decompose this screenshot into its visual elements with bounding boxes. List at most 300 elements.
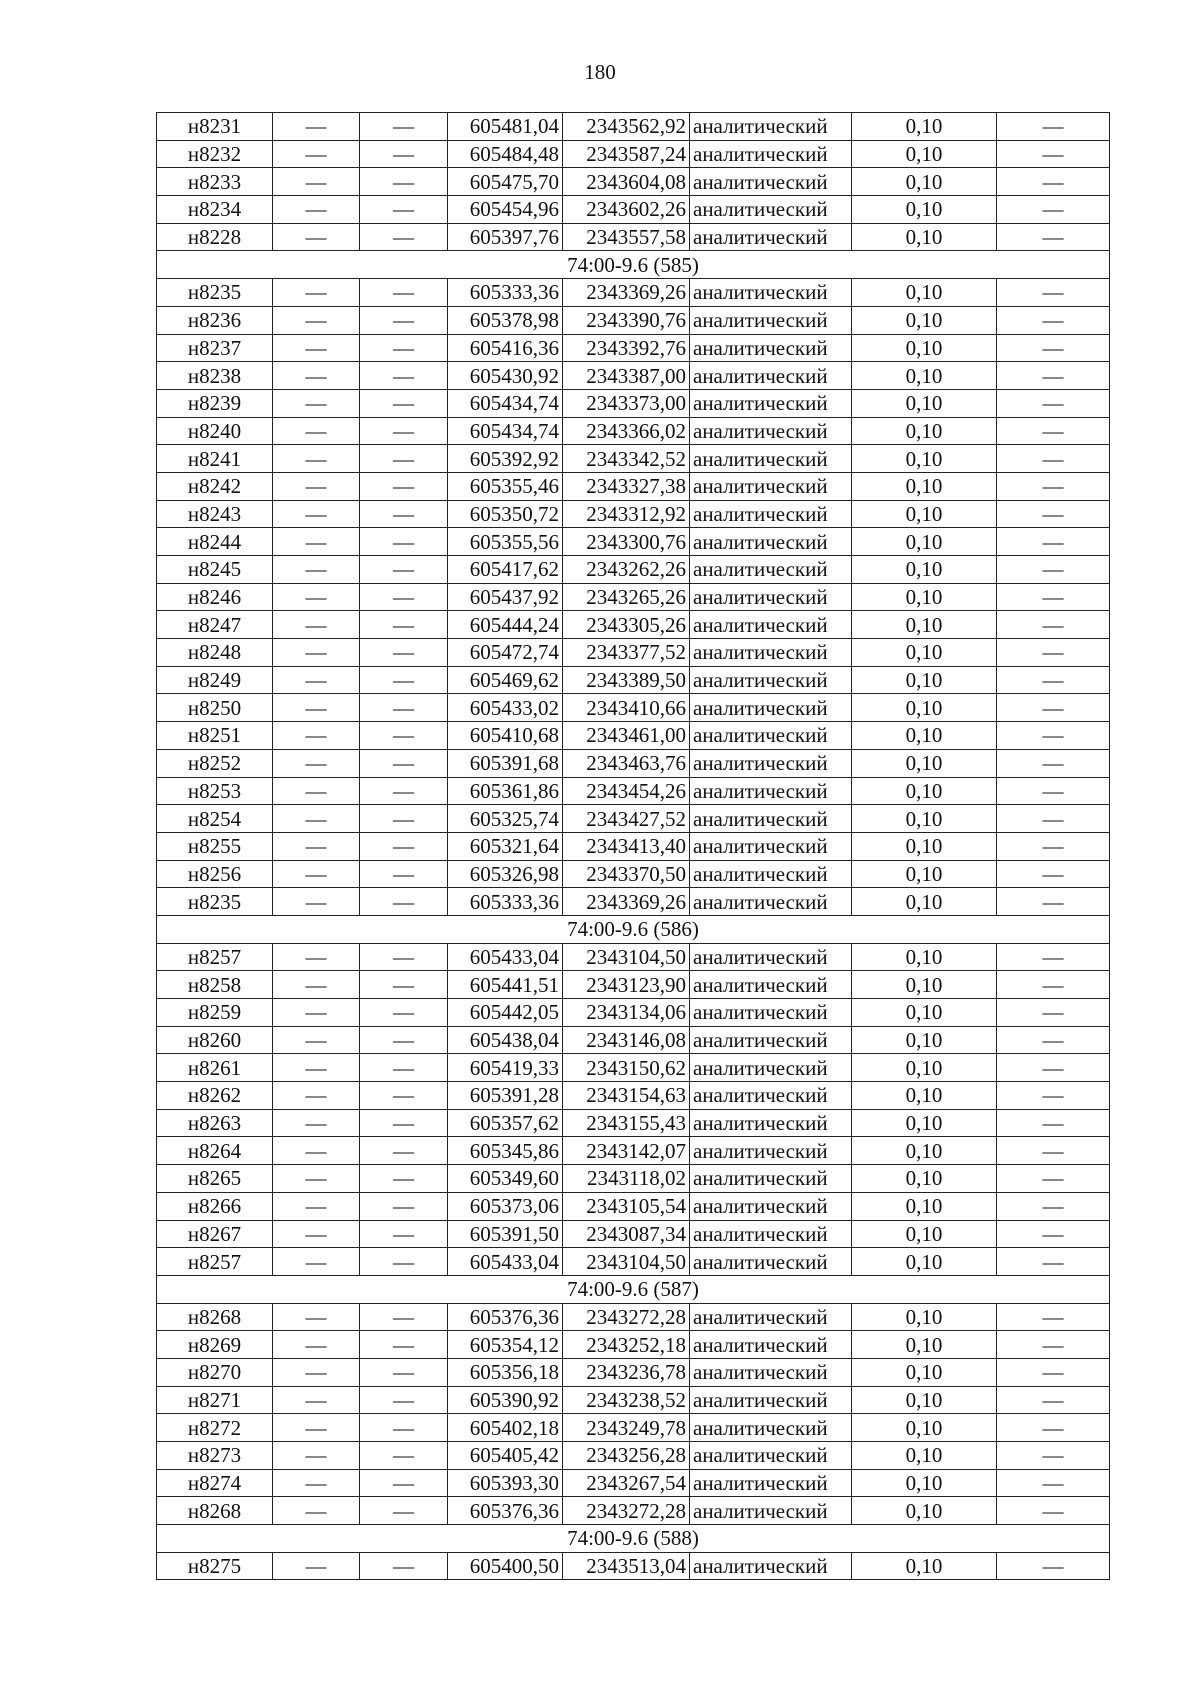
point-id-cell: н8263 bbox=[157, 1109, 273, 1137]
empty-x-cell: — bbox=[273, 943, 360, 971]
method-cell: аналитический bbox=[690, 1303, 852, 1331]
empty-x-cell: — bbox=[273, 1497, 360, 1525]
table-row bbox=[157, 860, 1110, 888]
y-coordinate-cell: 2343118,02 bbox=[563, 1165, 690, 1193]
point-id-cell: н8256 bbox=[157, 860, 273, 888]
x-coordinate-cell: 605417,62 bbox=[448, 556, 563, 584]
table-row bbox=[157, 943, 1110, 971]
empty-x-cell: — bbox=[273, 1469, 360, 1497]
method-cell: аналитический bbox=[690, 1469, 852, 1497]
empty-x-cell: — bbox=[273, 888, 360, 916]
y-coordinate-cell: 2343427,52 bbox=[563, 805, 690, 833]
point-id-cell: н8228 bbox=[157, 223, 273, 251]
x-coordinate-cell: 605391,28 bbox=[448, 1082, 563, 1110]
precision-cell: 0,10 bbox=[852, 888, 997, 916]
y-coordinate-cell: 2343390,76 bbox=[563, 306, 690, 334]
point-id-cell: н8254 bbox=[157, 805, 273, 833]
precision-cell: 0,10 bbox=[852, 168, 997, 196]
y-coordinate-cell: 2343562,92 bbox=[563, 113, 690, 141]
point-id-cell: н8235 bbox=[157, 279, 273, 307]
empty-y-cell: — bbox=[360, 1303, 448, 1331]
method-cell: аналитический bbox=[690, 943, 852, 971]
y-coordinate-cell: 2343327,38 bbox=[563, 472, 690, 500]
point-id-cell: н8240 bbox=[157, 417, 273, 445]
description-cell: — bbox=[997, 722, 1110, 750]
description-cell: — bbox=[997, 1497, 1110, 1525]
description-cell: — bbox=[997, 832, 1110, 860]
empty-x-cell: — bbox=[273, 694, 360, 722]
x-coordinate-cell: 605391,68 bbox=[448, 749, 563, 777]
y-coordinate-cell: 2343392,76 bbox=[563, 334, 690, 362]
description-cell: — bbox=[997, 1414, 1110, 1442]
empty-y-cell: — bbox=[360, 666, 448, 694]
method-cell: аналитический bbox=[690, 1552, 852, 1580]
method-cell: аналитический bbox=[690, 1192, 852, 1220]
x-coordinate-cell: 605484,48 bbox=[448, 140, 563, 168]
x-coordinate-cell: 605410,68 bbox=[448, 722, 563, 750]
precision-cell: 0,10 bbox=[852, 860, 997, 888]
y-coordinate-cell: 2343142,07 bbox=[563, 1137, 690, 1165]
point-id-cell: н8241 bbox=[157, 445, 273, 473]
method-cell: аналитический bbox=[690, 1054, 852, 1082]
x-coordinate-cell: 605475,70 bbox=[448, 168, 563, 196]
y-coordinate-cell: 2343370,50 bbox=[563, 860, 690, 888]
table-row bbox=[157, 1137, 1110, 1165]
table-row bbox=[157, 1442, 1110, 1470]
description-cell: — bbox=[997, 168, 1110, 196]
empty-x-cell: — bbox=[273, 832, 360, 860]
method-cell: аналитический bbox=[690, 639, 852, 667]
section-row bbox=[157, 915, 1110, 943]
precision-cell: 0,10 bbox=[852, 1552, 997, 1580]
method-cell: аналитический bbox=[690, 389, 852, 417]
description-cell: — bbox=[997, 860, 1110, 888]
precision-cell: 0,10 bbox=[852, 223, 997, 251]
method-cell: аналитический bbox=[690, 196, 852, 224]
method-cell: аналитический bbox=[690, 749, 852, 777]
point-id-cell: н8247 bbox=[157, 611, 273, 639]
method-cell: аналитический bbox=[690, 472, 852, 500]
method-cell: аналитический bbox=[690, 140, 852, 168]
y-coordinate-cell: 2343454,26 bbox=[563, 777, 690, 805]
table-row bbox=[157, 1165, 1110, 1193]
empty-x-cell: — bbox=[273, 1082, 360, 1110]
method-cell: аналитический bbox=[690, 1026, 852, 1054]
method-cell: аналитический bbox=[690, 223, 852, 251]
empty-y-cell: — bbox=[360, 362, 448, 390]
table-row bbox=[157, 999, 1110, 1027]
y-coordinate-cell: 2343150,62 bbox=[563, 1054, 690, 1082]
empty-y-cell: — bbox=[360, 749, 448, 777]
method-cell: аналитический bbox=[690, 1082, 852, 1110]
empty-x-cell: — bbox=[273, 500, 360, 528]
y-coordinate-cell: 2343134,06 bbox=[563, 999, 690, 1027]
precision-cell: 0,10 bbox=[852, 666, 997, 694]
y-coordinate-cell: 2343463,76 bbox=[563, 749, 690, 777]
empty-x-cell: — bbox=[273, 362, 360, 390]
y-coordinate-cell: 2343154,63 bbox=[563, 1082, 690, 1110]
y-coordinate-cell: 2343256,28 bbox=[563, 1442, 690, 1470]
precision-cell: 0,10 bbox=[852, 1358, 997, 1386]
empty-x-cell: — bbox=[273, 306, 360, 334]
point-id-cell: н8257 bbox=[157, 943, 273, 971]
empty-y-cell: — bbox=[360, 777, 448, 805]
y-coordinate-cell: 2343587,24 bbox=[563, 140, 690, 168]
precision-cell: 0,10 bbox=[852, 832, 997, 860]
method-cell: аналитический bbox=[690, 694, 852, 722]
empty-y-cell: — bbox=[360, 556, 448, 584]
method-cell: аналитический bbox=[690, 722, 852, 750]
method-cell: аналитический bbox=[690, 777, 852, 805]
empty-y-cell: — bbox=[360, 334, 448, 362]
y-coordinate-cell: 2343373,00 bbox=[563, 389, 690, 417]
y-coordinate-cell: 2343410,66 bbox=[563, 694, 690, 722]
x-coordinate-cell: 605390,92 bbox=[448, 1386, 563, 1414]
point-id-cell: н8267 bbox=[157, 1220, 273, 1248]
section-label: 74:00-9.6 (587) bbox=[157, 1275, 1110, 1303]
empty-y-cell: — bbox=[360, 1165, 448, 1193]
empty-x-cell: — bbox=[273, 113, 360, 141]
empty-x-cell: — bbox=[273, 722, 360, 750]
method-cell: аналитический bbox=[690, 556, 852, 584]
empty-y-cell: — bbox=[360, 1192, 448, 1220]
y-coordinate-cell: 2343087,34 bbox=[563, 1220, 690, 1248]
method-cell: аналитический bbox=[690, 1220, 852, 1248]
empty-y-cell: — bbox=[360, 389, 448, 417]
precision-cell: 0,10 bbox=[852, 1469, 997, 1497]
table-row bbox=[157, 334, 1110, 362]
table-row bbox=[157, 472, 1110, 500]
x-coordinate-cell: 605434,74 bbox=[448, 417, 563, 445]
empty-y-cell: — bbox=[360, 1358, 448, 1386]
description-cell: — bbox=[997, 1303, 1110, 1331]
empty-y-cell: — bbox=[360, 611, 448, 639]
y-coordinate-cell: 2343146,08 bbox=[563, 1026, 690, 1054]
x-coordinate-cell: 605442,05 bbox=[448, 999, 563, 1027]
method-cell: аналитический bbox=[690, 999, 852, 1027]
method-cell: аналитический bbox=[690, 528, 852, 556]
empty-y-cell: — bbox=[360, 1220, 448, 1248]
point-id-cell: н8231 bbox=[157, 113, 273, 141]
empty-y-cell: — bbox=[360, 943, 448, 971]
point-id-cell: н8246 bbox=[157, 583, 273, 611]
y-coordinate-cell: 2343272,28 bbox=[563, 1497, 690, 1525]
description-cell: — bbox=[997, 1331, 1110, 1359]
method-cell: аналитический bbox=[690, 334, 852, 362]
empty-x-cell: — bbox=[273, 196, 360, 224]
empty-y-cell: — bbox=[360, 1137, 448, 1165]
table-row bbox=[157, 196, 1110, 224]
empty-y-cell: — bbox=[360, 113, 448, 141]
empty-x-cell: — bbox=[273, 1414, 360, 1442]
x-coordinate-cell: 605433,04 bbox=[448, 1248, 563, 1276]
description-cell: — bbox=[997, 362, 1110, 390]
x-coordinate-cell: 605454,96 bbox=[448, 196, 563, 224]
x-coordinate-cell: 605402,18 bbox=[448, 1414, 563, 1442]
precision-cell: 0,10 bbox=[852, 1026, 997, 1054]
point-id-cell: н8270 bbox=[157, 1358, 273, 1386]
point-id-cell: н8244 bbox=[157, 528, 273, 556]
x-coordinate-cell: 605434,74 bbox=[448, 389, 563, 417]
x-coordinate-cell: 605469,62 bbox=[448, 666, 563, 694]
description-cell: — bbox=[997, 1358, 1110, 1386]
empty-x-cell: — bbox=[273, 611, 360, 639]
empty-y-cell: — bbox=[360, 971, 448, 999]
x-coordinate-cell: 605355,46 bbox=[448, 472, 563, 500]
point-id-cell: н8258 bbox=[157, 971, 273, 999]
description-cell: — bbox=[997, 1109, 1110, 1137]
empty-y-cell: — bbox=[360, 1026, 448, 1054]
x-coordinate-cell: 605354,12 bbox=[448, 1331, 563, 1359]
table-row bbox=[157, 168, 1110, 196]
description-cell: — bbox=[997, 528, 1110, 556]
method-cell: аналитический bbox=[690, 1331, 852, 1359]
point-id-cell: н8242 bbox=[157, 472, 273, 500]
x-coordinate-cell: 605472,74 bbox=[448, 639, 563, 667]
table-row bbox=[157, 583, 1110, 611]
x-coordinate-cell: 605393,30 bbox=[448, 1469, 563, 1497]
y-coordinate-cell: 2343369,26 bbox=[563, 888, 690, 916]
y-coordinate-cell: 2343369,26 bbox=[563, 279, 690, 307]
point-id-cell: н8250 bbox=[157, 694, 273, 722]
precision-cell: 0,10 bbox=[852, 556, 997, 584]
empty-y-cell: — bbox=[360, 999, 448, 1027]
point-id-cell: н8237 bbox=[157, 334, 273, 362]
method-cell: аналитический bbox=[690, 306, 852, 334]
empty-x-cell: — bbox=[273, 1220, 360, 1248]
x-coordinate-cell: 605441,51 bbox=[448, 971, 563, 999]
point-id-cell: н8245 bbox=[157, 556, 273, 584]
empty-y-cell: — bbox=[360, 168, 448, 196]
description-cell: — bbox=[997, 888, 1110, 916]
x-coordinate-cell: 605356,18 bbox=[448, 1358, 563, 1386]
empty-x-cell: — bbox=[273, 1165, 360, 1193]
method-cell: аналитический bbox=[690, 888, 852, 916]
table-row bbox=[157, 1220, 1110, 1248]
empty-y-cell: — bbox=[360, 583, 448, 611]
x-coordinate-cell: 605373,06 bbox=[448, 1192, 563, 1220]
table-row bbox=[157, 1082, 1110, 1110]
empty-y-cell: — bbox=[360, 417, 448, 445]
coordinates-table bbox=[156, 112, 1110, 1580]
table-row bbox=[157, 639, 1110, 667]
method-cell: аналитический bbox=[690, 832, 852, 860]
precision-cell: 0,10 bbox=[852, 196, 997, 224]
method-cell: аналитический bbox=[690, 1165, 852, 1193]
empty-y-cell: — bbox=[360, 805, 448, 833]
precision-cell: 0,10 bbox=[852, 140, 997, 168]
description-cell: — bbox=[997, 583, 1110, 611]
x-coordinate-cell: 605345,86 bbox=[448, 1137, 563, 1165]
empty-x-cell: — bbox=[273, 1331, 360, 1359]
description-cell: — bbox=[997, 196, 1110, 224]
y-coordinate-cell: 2343272,28 bbox=[563, 1303, 690, 1331]
y-coordinate-cell: 2343249,78 bbox=[563, 1414, 690, 1442]
description-cell: — bbox=[997, 639, 1110, 667]
section-label: 74:00-9.6 (585) bbox=[157, 251, 1110, 279]
precision-cell: 0,10 bbox=[852, 722, 997, 750]
precision-cell: 0,10 bbox=[852, 1386, 997, 1414]
empty-x-cell: — bbox=[273, 1552, 360, 1580]
table-row bbox=[157, 888, 1110, 916]
y-coordinate-cell: 2343602,26 bbox=[563, 196, 690, 224]
x-coordinate-cell: 605481,04 bbox=[448, 113, 563, 141]
table-row bbox=[157, 1303, 1110, 1331]
empty-y-cell: — bbox=[360, 639, 448, 667]
x-coordinate-cell: 605419,33 bbox=[448, 1054, 563, 1082]
empty-y-cell: — bbox=[360, 223, 448, 251]
description-cell: — bbox=[997, 749, 1110, 777]
empty-x-cell: — bbox=[273, 556, 360, 584]
section-label: 74:00-9.6 (588) bbox=[157, 1525, 1110, 1553]
empty-y-cell: — bbox=[360, 279, 448, 307]
method-cell: аналитический bbox=[690, 1442, 852, 1470]
description-cell: — bbox=[997, 1026, 1110, 1054]
point-id-cell: н8251 bbox=[157, 722, 273, 750]
method-cell: аналитический bbox=[690, 1386, 852, 1414]
empty-x-cell: — bbox=[273, 168, 360, 196]
precision-cell: 0,10 bbox=[852, 472, 997, 500]
point-id-cell: н8257 bbox=[157, 1248, 273, 1276]
y-coordinate-cell: 2343312,92 bbox=[563, 500, 690, 528]
description-cell: — bbox=[997, 1137, 1110, 1165]
x-coordinate-cell: 605400,50 bbox=[448, 1552, 563, 1580]
description-cell: — bbox=[997, 666, 1110, 694]
y-coordinate-cell: 2343104,50 bbox=[563, 1248, 690, 1276]
empty-x-cell: — bbox=[273, 389, 360, 417]
method-cell: аналитический bbox=[690, 168, 852, 196]
empty-y-cell: — bbox=[360, 888, 448, 916]
precision-cell: 0,10 bbox=[852, 1082, 997, 1110]
y-coordinate-cell: 2343300,76 bbox=[563, 528, 690, 556]
precision-cell: 0,10 bbox=[852, 362, 997, 390]
y-coordinate-cell: 2343262,26 bbox=[563, 556, 690, 584]
empty-x-cell: — bbox=[273, 1054, 360, 1082]
empty-x-cell: — bbox=[273, 1442, 360, 1470]
table-row bbox=[157, 1054, 1110, 1082]
method-cell: аналитический bbox=[690, 971, 852, 999]
description-cell: — bbox=[997, 1192, 1110, 1220]
y-coordinate-cell: 2343604,08 bbox=[563, 168, 690, 196]
table-row bbox=[157, 417, 1110, 445]
x-coordinate-cell: 605416,36 bbox=[448, 334, 563, 362]
y-coordinate-cell: 2343387,00 bbox=[563, 362, 690, 390]
y-coordinate-cell: 2343305,26 bbox=[563, 611, 690, 639]
table-row bbox=[157, 362, 1110, 390]
section-label: 74:00-9.6 (586) bbox=[157, 915, 1110, 943]
description-cell: — bbox=[997, 417, 1110, 445]
precision-cell: 0,10 bbox=[852, 1220, 997, 1248]
y-coordinate-cell: 2343342,52 bbox=[563, 445, 690, 473]
precision-cell: 0,10 bbox=[852, 1414, 997, 1442]
x-coordinate-cell: 605349,60 bbox=[448, 1165, 563, 1193]
precision-cell: 0,10 bbox=[852, 1331, 997, 1359]
table-row bbox=[157, 722, 1110, 750]
table-row bbox=[157, 223, 1110, 251]
description-cell: — bbox=[997, 694, 1110, 722]
empty-y-cell: — bbox=[360, 1442, 448, 1470]
precision-cell: 0,10 bbox=[852, 334, 997, 362]
empty-x-cell: — bbox=[273, 1026, 360, 1054]
empty-y-cell: — bbox=[360, 306, 448, 334]
empty-x-cell: — bbox=[273, 445, 360, 473]
y-coordinate-cell: 2343123,90 bbox=[563, 971, 690, 999]
empty-y-cell: — bbox=[360, 445, 448, 473]
empty-y-cell: — bbox=[360, 1552, 448, 1580]
y-coordinate-cell: 2343461,00 bbox=[563, 722, 690, 750]
description-cell: — bbox=[997, 472, 1110, 500]
empty-y-cell: — bbox=[360, 1497, 448, 1525]
empty-y-cell: — bbox=[360, 860, 448, 888]
empty-x-cell: — bbox=[273, 472, 360, 500]
y-coordinate-cell: 2343155,43 bbox=[563, 1109, 690, 1137]
precision-cell: 0,10 bbox=[852, 1497, 997, 1525]
x-coordinate-cell: 605430,92 bbox=[448, 362, 563, 390]
method-cell: аналитический bbox=[690, 1137, 852, 1165]
x-coordinate-cell: 605376,36 bbox=[448, 1303, 563, 1331]
x-coordinate-cell: 605361,86 bbox=[448, 777, 563, 805]
point-id-cell: н8275 bbox=[157, 1552, 273, 1580]
x-coordinate-cell: 605378,98 bbox=[448, 306, 563, 334]
precision-cell: 0,10 bbox=[852, 694, 997, 722]
empty-x-cell: — bbox=[273, 971, 360, 999]
empty-y-cell: — bbox=[360, 1386, 448, 1414]
precision-cell: 0,10 bbox=[852, 1442, 997, 1470]
x-coordinate-cell: 605392,92 bbox=[448, 445, 563, 473]
empty-y-cell: — bbox=[360, 1082, 448, 1110]
y-coordinate-cell: 2343105,54 bbox=[563, 1192, 690, 1220]
table-row bbox=[157, 1026, 1110, 1054]
empty-x-cell: — bbox=[273, 279, 360, 307]
x-coordinate-cell: 605444,24 bbox=[448, 611, 563, 639]
x-coordinate-cell: 605326,98 bbox=[448, 860, 563, 888]
table-row bbox=[157, 1192, 1110, 1220]
table-row bbox=[157, 777, 1110, 805]
description-cell: — bbox=[997, 500, 1110, 528]
y-coordinate-cell: 2343413,40 bbox=[563, 832, 690, 860]
empty-y-cell: — bbox=[360, 1469, 448, 1497]
empty-y-cell: — bbox=[360, 500, 448, 528]
table-row bbox=[157, 749, 1110, 777]
precision-cell: 0,10 bbox=[852, 1109, 997, 1137]
table-row bbox=[157, 556, 1110, 584]
empty-y-cell: — bbox=[360, 1331, 448, 1359]
table-row bbox=[157, 445, 1110, 473]
y-coordinate-cell: 2343389,50 bbox=[563, 666, 690, 694]
precision-cell: 0,10 bbox=[852, 943, 997, 971]
precision-cell: 0,10 bbox=[852, 279, 997, 307]
x-coordinate-cell: 605350,72 bbox=[448, 500, 563, 528]
method-cell: аналитический bbox=[690, 113, 852, 141]
empty-x-cell: — bbox=[273, 1358, 360, 1386]
method-cell: аналитический bbox=[690, 1248, 852, 1276]
description-cell: — bbox=[997, 1248, 1110, 1276]
method-cell: аналитический bbox=[690, 805, 852, 833]
point-id-cell: н8266 bbox=[157, 1192, 273, 1220]
point-id-cell: н8255 bbox=[157, 832, 273, 860]
empty-x-cell: — bbox=[273, 1137, 360, 1165]
section-row bbox=[157, 1525, 1110, 1553]
precision-cell: 0,10 bbox=[852, 445, 997, 473]
empty-x-cell: — bbox=[273, 1248, 360, 1276]
x-coordinate-cell: 605321,64 bbox=[448, 832, 563, 860]
y-coordinate-cell: 2343252,18 bbox=[563, 1331, 690, 1359]
point-id-cell: н8235 bbox=[157, 888, 273, 916]
coordinates-table-body bbox=[157, 113, 1110, 1580]
x-coordinate-cell: 605376,36 bbox=[448, 1497, 563, 1525]
empty-y-cell: — bbox=[360, 1054, 448, 1082]
point-id-cell: н8238 bbox=[157, 362, 273, 390]
